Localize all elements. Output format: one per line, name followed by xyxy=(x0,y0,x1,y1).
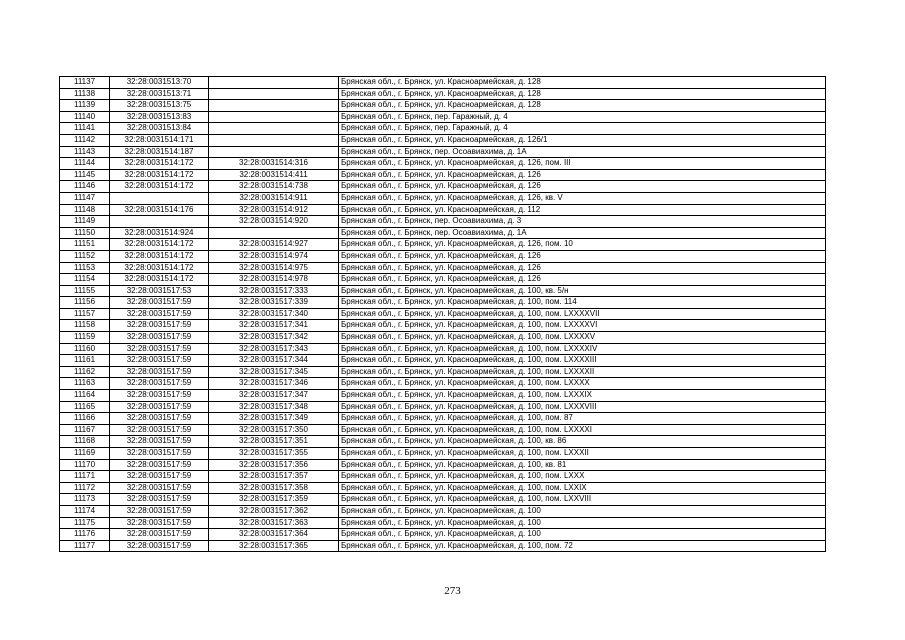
object-cadastral-number-cell: 32:28:0031514:738 xyxy=(209,181,339,193)
table-row xyxy=(60,308,826,320)
table-row xyxy=(60,517,826,529)
row-number-cell: 11158 xyxy=(60,320,110,332)
land-cadastral-number-cell: 32:28:0031517:59 xyxy=(110,390,209,402)
address-cell: Брянская обл., г. Брянск, ул. Красноармейская, д. 100 xyxy=(339,517,826,529)
table-row xyxy=(60,343,826,355)
table-row xyxy=(60,100,826,112)
address-cell: Брянская обл., г. Брянск, ул. Красноармейская, д. 126, пом. 10 xyxy=(339,239,826,251)
row-number-cell: 11142 xyxy=(60,134,110,146)
land-cadastral-number-cell: 32:28:0031517:59 xyxy=(110,529,209,541)
land-cadastral-number-cell: 32:28:0031517:59 xyxy=(110,308,209,320)
land-cadastral-number-cell: 32:28:0031514:172 xyxy=(110,250,209,262)
table-row xyxy=(60,413,826,425)
object-cadastral-number-cell: 32:28:0031514:911 xyxy=(209,192,339,204)
land-cadastral-number-cell: 32:28:0031517:59 xyxy=(110,366,209,378)
row-number-cell: 11167 xyxy=(60,424,110,436)
row-number-cell: 11138 xyxy=(60,88,110,100)
row-number-cell: 11157 xyxy=(60,308,110,320)
object-cadastral-number-cell: 32:28:0031517:340 xyxy=(209,308,339,320)
land-cadastral-number-cell: 32:28:0031517:59 xyxy=(110,343,209,355)
row-number-cell: 11139 xyxy=(60,100,110,112)
table-row xyxy=(60,274,826,286)
object-cadastral-number-cell: 32:28:0031514:978 xyxy=(209,274,339,286)
row-number-cell: 11156 xyxy=(60,297,110,309)
land-cadastral-number-cell: 32:28:0031514:187 xyxy=(110,146,209,158)
land-cadastral-number-cell: 32:28:0031517:59 xyxy=(110,355,209,367)
object-cadastral-number-cell: 32:28:0031517:341 xyxy=(209,320,339,332)
object-cadastral-number-cell: 32:28:0031517:359 xyxy=(209,494,339,506)
object-cadastral-number-cell: 32:28:0031514:316 xyxy=(209,158,339,170)
address-cell: Брянская обл., г. Брянск, ул. Красноармейская, д. 100, пом. LXXXXII xyxy=(339,366,826,378)
address-cell: Брянская обл., г. Брянск, ул. Красноармейская, д. 100, пом. LXXIX xyxy=(339,482,826,494)
row-number-cell: 11148 xyxy=(60,204,110,216)
row-number-cell: 11171 xyxy=(60,471,110,483)
table-row xyxy=(60,390,826,402)
row-number-cell: 11140 xyxy=(60,111,110,123)
address-cell: Брянская обл., г. Брянск, ул. Красноармейская, д. 126 xyxy=(339,181,826,193)
land-cadastral-number-cell: 32:28:0031514:176 xyxy=(110,204,209,216)
object-cadastral-number-cell xyxy=(209,134,339,146)
address-cell: Брянская обл., г. Брянск, ул. Красноармейская, д. 100, пом. LXXXXIV xyxy=(339,343,826,355)
table-row xyxy=(60,204,826,216)
table-row xyxy=(60,134,826,146)
address-cell: Брянская обл., г. Брянск, ул. Красноармейская, д. 100, пом. LXXXXIII xyxy=(339,355,826,367)
address-cell: Брянская обл., г. Брянск, ул. Красноармейская, д. 100, пом. LXXVIII xyxy=(339,494,826,506)
table-row xyxy=(60,540,826,552)
table-row xyxy=(60,505,826,517)
object-cadastral-number-cell xyxy=(209,100,339,112)
land-cadastral-number-cell: 32:28:0031517:59 xyxy=(110,424,209,436)
address-cell: Брянская обл., г. Брянск, ул. Красноармейская, д. 126, пом. III xyxy=(339,158,826,170)
address-cell: Брянская обл., г. Брянск, ул. Красноармейская, д. 100, пом. LXXXVIII xyxy=(339,401,826,413)
object-cadastral-number-cell: 32:28:0031517:342 xyxy=(209,332,339,344)
land-cadastral-number-cell: 32:28:0031517:59 xyxy=(110,436,209,448)
row-number-cell: 11146 xyxy=(60,181,110,193)
table-row xyxy=(60,169,826,181)
row-number-cell: 11155 xyxy=(60,285,110,297)
table-row xyxy=(60,146,826,158)
object-cadastral-number-cell: 32:28:0031517:358 xyxy=(209,482,339,494)
object-cadastral-number-cell: 32:28:0031517:362 xyxy=(209,505,339,517)
object-cadastral-number-cell: 32:28:0031514:927 xyxy=(209,239,339,251)
land-cadastral-number-cell: 32:28:0031514:171 xyxy=(110,134,209,146)
table-row xyxy=(60,494,826,506)
object-cadastral-number-cell: 32:28:0031517:345 xyxy=(209,366,339,378)
address-cell: Брянская обл., г. Брянск, ул. Красноармейская, д. 100, пом. LXXXXVI xyxy=(339,320,826,332)
address-cell: Брянская обл., г. Брянск, ул. Красноармейская, д. 100, пом. LXXXIX xyxy=(339,390,826,402)
object-cadastral-number-cell xyxy=(209,88,339,100)
address-cell: Брянская обл., г. Брянск, ул. Красноармейская, д. 128 xyxy=(339,77,826,89)
address-cell: Брянская обл., г. Брянск, ул. Красноармейская, д. 100 xyxy=(339,529,826,541)
land-cadastral-number-cell: 32:28:0031517:53 xyxy=(110,285,209,297)
land-cadastral-number-cell: 32:28:0031517:59 xyxy=(110,540,209,552)
land-cadastral-number-cell: 32:28:0031517:59 xyxy=(110,482,209,494)
row-number-cell: 11169 xyxy=(60,448,110,460)
address-cell: Брянская обл., г. Брянск, ул. Красноармейская, д. 128 xyxy=(339,100,826,112)
address-cell: Брянская обл., г. Брянск, пер. Гаражный, д. 4 xyxy=(339,111,826,123)
land-cadastral-number-cell: 32:28:0031517:59 xyxy=(110,459,209,471)
table-row xyxy=(60,181,826,193)
address-cell: Брянская обл., г. Брянск, ул. Красноармейская, д. 100, пом. 114 xyxy=(339,297,826,309)
row-number-cell: 11160 xyxy=(60,343,110,355)
table-row xyxy=(60,436,826,448)
object-cadastral-number-cell: 32:28:0031517:363 xyxy=(209,517,339,529)
object-cadastral-number-cell: 32:28:0031514:974 xyxy=(209,250,339,262)
address-cell: Брянская обл., г. Брянск, ул. Красноармейская, д. 100, пом. 87 xyxy=(339,413,826,425)
object-cadastral-number-cell: 32:28:0031517:349 xyxy=(209,413,339,425)
table-row xyxy=(60,471,826,483)
table-row xyxy=(60,378,826,390)
row-number-cell: 11173 xyxy=(60,494,110,506)
table-row xyxy=(60,158,826,170)
object-cadastral-number-cell: 32:28:0031514:912 xyxy=(209,204,339,216)
object-cadastral-number-cell: 32:28:0031517:357 xyxy=(209,471,339,483)
address-cell: Брянская обл., г. Брянск, ул. Красноармейская, д. 100, пом. LXXXXV xyxy=(339,332,826,344)
row-number-cell: 11151 xyxy=(60,239,110,251)
object-cadastral-number-cell: 32:28:0031514:411 xyxy=(209,169,339,181)
address-cell: Брянская обл., г. Брянск, пер. Осоавиахима, д. 1А xyxy=(339,227,826,239)
property-table xyxy=(59,76,826,552)
address-cell: Брянская обл., г. Брянск, ул. Красноармейская, д. 100, пом. LXXXX xyxy=(339,378,826,390)
table-row xyxy=(60,227,826,239)
address-cell: Брянская обл., г. Брянск, ул. Красноармейская, д. 128 xyxy=(339,88,826,100)
object-cadastral-number-cell: 32:28:0031517:356 xyxy=(209,459,339,471)
row-number-cell: 11145 xyxy=(60,169,110,181)
object-cadastral-number-cell xyxy=(209,123,339,135)
object-cadastral-number-cell xyxy=(209,227,339,239)
land-cadastral-number-cell: 32:28:0031517:59 xyxy=(110,413,209,425)
table-row xyxy=(60,297,826,309)
land-cadastral-number-cell: 32:28:0031517:59 xyxy=(110,494,209,506)
object-cadastral-number-cell xyxy=(209,77,339,89)
object-cadastral-number-cell: 32:28:0031517:348 xyxy=(209,401,339,413)
table-row xyxy=(60,216,826,228)
row-number-cell: 11150 xyxy=(60,227,110,239)
address-cell: Брянская обл., г. Брянск, ул. Красноармейская, д. 100, пом. LXXX xyxy=(339,471,826,483)
row-number-cell: 11147 xyxy=(60,192,110,204)
address-cell: Брянская обл., г. Брянск, пер. Осоавиахима, д. 3 xyxy=(339,216,826,228)
object-cadastral-number-cell: 32:28:0031517:333 xyxy=(209,285,339,297)
table-row xyxy=(60,355,826,367)
address-cell: Брянская обл., г. Брянск, ул. Красноармейская, д. 100, пом. LXXXII xyxy=(339,448,826,460)
land-cadastral-number-cell: 32:28:0031513:70 xyxy=(110,77,209,89)
address-cell: Брянская обл., г. Брянск, ул. Красноармейская, д. 112 xyxy=(339,204,826,216)
land-cadastral-number-cell: 32:28:0031517:59 xyxy=(110,297,209,309)
table-row xyxy=(60,401,826,413)
row-number-cell: 11141 xyxy=(60,123,110,135)
row-number-cell: 11149 xyxy=(60,216,110,228)
table-row xyxy=(60,77,826,89)
land-cadastral-number-cell xyxy=(110,216,209,228)
address-cell: Брянская обл., г. Брянск, ул. Красноармейская, д. 100, кв. 5/н xyxy=(339,285,826,297)
object-cadastral-number-cell: 32:28:0031517:351 xyxy=(209,436,339,448)
land-cadastral-number-cell: 32:28:0031513:75 xyxy=(110,100,209,112)
object-cadastral-number-cell: 32:28:0031517:343 xyxy=(209,343,339,355)
property-table-body xyxy=(60,77,826,552)
row-number-cell: 11166 xyxy=(60,413,110,425)
row-number-cell: 11172 xyxy=(60,482,110,494)
land-cadastral-number-cell: 32:28:0031517:59 xyxy=(110,378,209,390)
land-cadastral-number-cell: 32:28:0031517:59 xyxy=(110,401,209,413)
table-row xyxy=(60,239,826,251)
address-cell: Брянская обл., г. Брянск, ул. Красноармейская, д. 126 xyxy=(339,250,826,262)
row-number-cell: 11159 xyxy=(60,332,110,344)
object-cadastral-number-cell: 32:28:0031514:975 xyxy=(209,262,339,274)
row-number-cell: 11170 xyxy=(60,459,110,471)
land-cadastral-number-cell: 32:28:0031514:924 xyxy=(110,227,209,239)
table-row xyxy=(60,424,826,436)
land-cadastral-number-cell: 32:28:0031514:172 xyxy=(110,262,209,274)
table-row xyxy=(60,88,826,100)
address-cell: Брянская обл., г. Брянск, ул. Красноармейская, д. 100, пом. LXXXXVII xyxy=(339,308,826,320)
row-number-cell: 11165 xyxy=(60,401,110,413)
row-number-cell: 11176 xyxy=(60,529,110,541)
row-number-cell: 11163 xyxy=(60,378,110,390)
row-number-cell: 11174 xyxy=(60,505,110,517)
row-number-cell: 11144 xyxy=(60,158,110,170)
address-cell: Брянская обл., г. Брянск, ул. Красноармейская, д. 126 xyxy=(339,274,826,286)
row-number-cell: 11153 xyxy=(60,262,110,274)
land-cadastral-number-cell: 32:28:0031517:59 xyxy=(110,332,209,344)
object-cadastral-number-cell: 32:28:0031517:346 xyxy=(209,378,339,390)
object-cadastral-number-cell: 32:28:0031517:355 xyxy=(209,448,339,460)
object-cadastral-number-cell: 32:28:0031517:339 xyxy=(209,297,339,309)
land-cadastral-number-cell: 32:28:0031517:59 xyxy=(110,448,209,460)
table-row xyxy=(60,111,826,123)
address-cell: Брянская обл., г. Брянск, ул. Красноармейская, д. 126 xyxy=(339,169,826,181)
table-row xyxy=(60,332,826,344)
object-cadastral-number-cell: 32:28:0031514:920 xyxy=(209,216,339,228)
address-cell: Брянская обл., г. Брянск, ул. Красноармейская, д. 100, кв. 81 xyxy=(339,459,826,471)
land-cadastral-number-cell: 32:28:0031517:59 xyxy=(110,505,209,517)
land-cadastral-number-cell: 32:28:0031517:59 xyxy=(110,471,209,483)
object-cadastral-number-cell: 32:28:0031517:350 xyxy=(209,424,339,436)
row-number-cell: 11137 xyxy=(60,77,110,89)
address-cell: Брянская обл., г. Брянск, ул. Красноармейская, д. 100, пом. LXXXXI xyxy=(339,424,826,436)
table-row xyxy=(60,250,826,262)
object-cadastral-number-cell: 32:28:0031517:344 xyxy=(209,355,339,367)
object-cadastral-number-cell: 32:28:0031517:364 xyxy=(209,529,339,541)
table-row xyxy=(60,529,826,541)
row-number-cell: 11143 xyxy=(60,146,110,158)
object-cadastral-number-cell: 32:28:0031517:365 xyxy=(209,540,339,552)
object-cadastral-number-cell xyxy=(209,146,339,158)
row-number-cell: 11162 xyxy=(60,366,110,378)
land-cadastral-number-cell: 32:28:0031513:83 xyxy=(110,111,209,123)
row-number-cell: 11177 xyxy=(60,540,110,552)
land-cadastral-number-cell: 32:28:0031513:84 xyxy=(110,123,209,135)
table-row xyxy=(60,366,826,378)
land-cadastral-number-cell: 32:28:0031514:172 xyxy=(110,158,209,170)
address-cell: Брянская обл., г. Брянск, пер. Гаражный, д. 4 xyxy=(339,123,826,135)
address-cell: Брянская обл., г. Брянск, ул. Красноармейская, д. 100 xyxy=(339,505,826,517)
address-cell: Брянская обл., г. Брянск, пер. Осоавиахима, д. 1А xyxy=(339,146,826,158)
object-cadastral-number-cell: 32:28:0031517:347 xyxy=(209,390,339,402)
table-row xyxy=(60,285,826,297)
table-row xyxy=(60,123,826,135)
land-cadastral-number-cell xyxy=(110,192,209,204)
table-row xyxy=(60,482,826,494)
land-cadastral-number-cell: 32:28:0031514:172 xyxy=(110,169,209,181)
table-row xyxy=(60,459,826,471)
table-row xyxy=(60,262,826,274)
land-cadastral-number-cell: 32:28:0031517:59 xyxy=(110,320,209,332)
row-number-cell: 11164 xyxy=(60,390,110,402)
land-cadastral-number-cell: 32:28:0031514:172 xyxy=(110,239,209,251)
row-number-cell: 11154 xyxy=(60,274,110,286)
row-number-cell: 11152 xyxy=(60,250,110,262)
address-cell: Брянская обл., г. Брянск, ул. Красноармейская, д. 126, кв. V xyxy=(339,192,826,204)
address-cell: Брянская обл., г. Брянск, ул. Красноармейская, д. 126 xyxy=(339,262,826,274)
object-cadastral-number-cell xyxy=(209,111,339,123)
land-cadastral-number-cell: 32:28:0031514:172 xyxy=(110,181,209,193)
row-number-cell: 11168 xyxy=(60,436,110,448)
table-row xyxy=(60,192,826,204)
address-cell: Брянская обл., г. Брянск, ул. Красноармейская, д. 126/1 xyxy=(339,134,826,146)
row-number-cell: 11161 xyxy=(60,355,110,367)
land-cadastral-number-cell: 32:28:0031517:59 xyxy=(110,517,209,529)
address-cell: Брянская обл., г. Брянск, ул. Красноармейская, д. 100, кв. 86 xyxy=(339,436,826,448)
table-row xyxy=(60,448,826,460)
land-cadastral-number-cell: 32:28:0031513:71 xyxy=(110,88,209,100)
table-row xyxy=(60,320,826,332)
page-number: 273 xyxy=(444,585,461,597)
land-cadastral-number-cell: 32:28:0031514:172 xyxy=(110,274,209,286)
row-number-cell: 11175 xyxy=(60,517,110,529)
address-cell: Брянская обл., г. Брянск, ул. Красноармейская, д. 100, пом. 72 xyxy=(339,540,826,552)
